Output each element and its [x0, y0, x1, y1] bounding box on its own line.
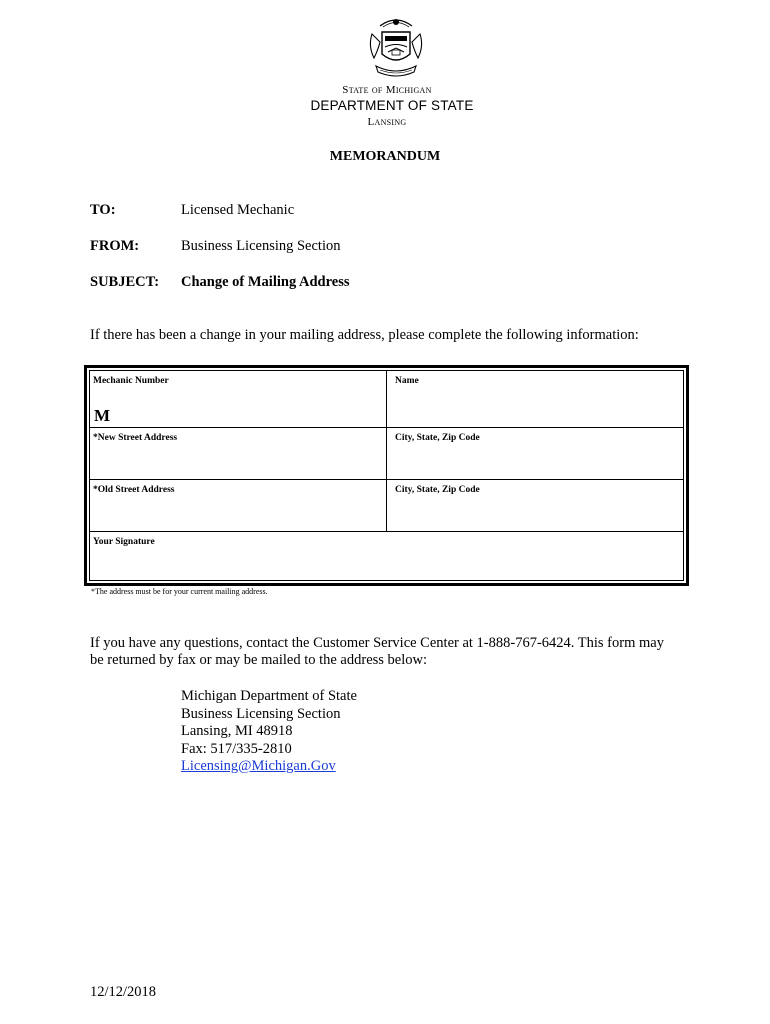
address-line-2: Business Licensing Section	[181, 705, 341, 722]
old-city-state-zip-label: City, State, Zip Code	[395, 485, 480, 495]
name-label: Name	[395, 376, 419, 386]
mailing-address-block	[181, 688, 357, 776]
from-label: FROM:	[90, 238, 140, 254]
signature-label: Your Signature	[93, 537, 155, 547]
letterhead-state: State of Michigan	[342, 84, 432, 96]
old-street-address-label: *Old Street Address	[93, 485, 175, 495]
form-footnote: *The address must be for your current mailing address.	[91, 587, 268, 596]
document-date: 12/12/2018	[90, 984, 157, 1000]
form-grid	[89, 370, 684, 581]
address-change-form	[84, 365, 689, 586]
memo-title: MEMORANDUM	[329, 149, 441, 164]
subject-value: Change of Mailing Address	[181, 274, 350, 290]
address-line-3: Lansing, MI 48918	[181, 723, 293, 739]
contact-paragraph: If you have any questions, contact the Customer Service Center at 1-888-767-6424. This form may be returned by fax or may be mailed to the address below:	[90, 635, 664, 668]
fax-line: Fax: 517/335-2810	[181, 740, 292, 757]
to-value: Licensed Mechanic	[181, 202, 295, 218]
michigan-seal-icon	[366, 14, 426, 80]
new-street-address-label: *New Street Address	[93, 433, 178, 443]
to-label: TO:	[90, 202, 116, 218]
letterhead-department: DEPARTMENT OF STATE	[310, 98, 474, 113]
letterhead-city: Lansing	[367, 116, 407, 128]
new-city-state-zip-label: City, State, Zip Code	[395, 433, 480, 443]
subject-label: SUBJECT:	[90, 274, 160, 290]
form-divider	[90, 531, 683, 532]
email-link[interactable]: Licensing@Michigan.Gov	[181, 758, 336, 774]
intro-text: If there has been a change in your mailing address, please complete the following information:	[90, 327, 639, 343]
mechanic-number-label: Mechanic Number	[93, 376, 169, 386]
mechanic-number-field[interactable]: M	[94, 406, 111, 425]
form-column-divider	[386, 371, 387, 531]
address-line-1: Michigan Department of State	[181, 688, 357, 704]
from-value: Business Licensing Section	[181, 238, 341, 254]
